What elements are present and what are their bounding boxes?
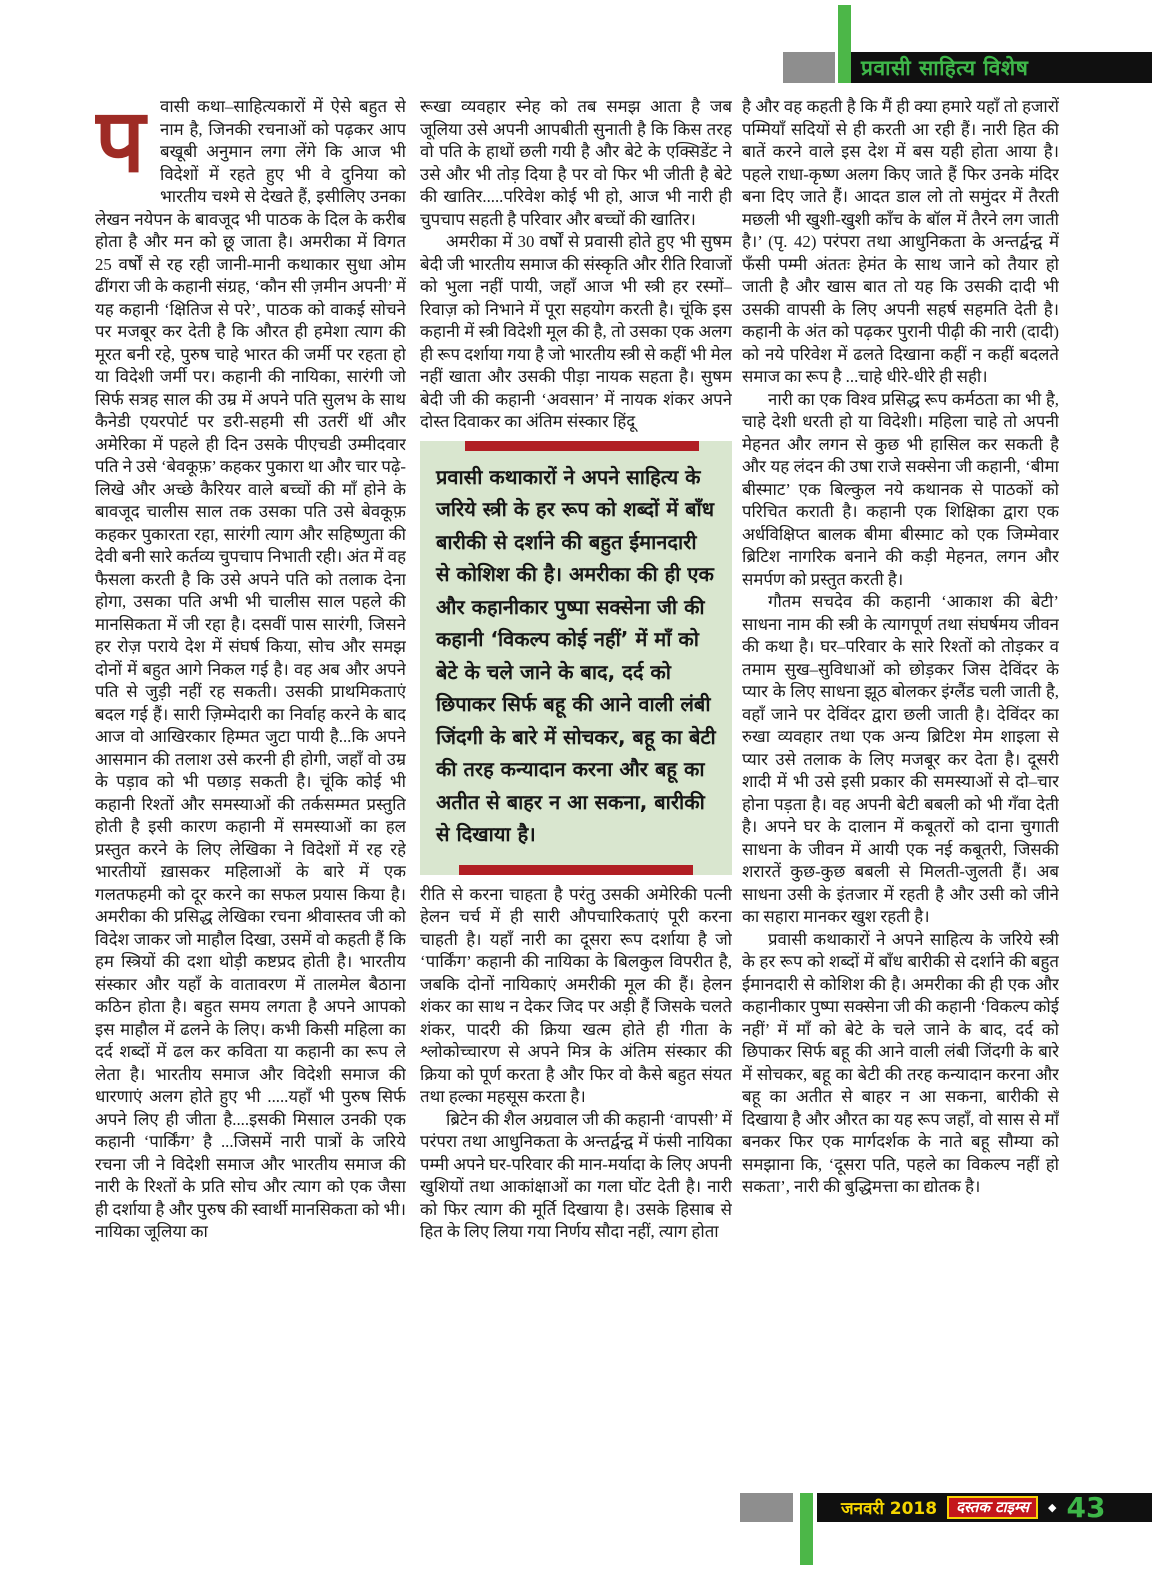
section-title: प्रवासी साहित्य विशेष xyxy=(861,55,1029,80)
pull-quote-box xyxy=(420,441,732,875)
column-3 xyxy=(742,96,1059,1502)
body-paragraph: रूखा व्यवहार स्नेह को तब समझ आता है जब जूलिया उसे अपनी आपबीती सुनाती है कि किस तरह वो पति के हाथों छली गयी है और बेटे के एक्सिडेंट ने उसे और भी तोड़ दिया है पर वो फिर भी जीती है बेटे की खातिर.....परिवेश कोई भी हो, आज भी नारी ही चुपचाप सहती है परिवार और बच्चों की खातिर। xyxy=(420,97,732,229)
pull-quote-top-rule xyxy=(465,441,699,451)
body-paragraph: गौतम सचदेव की कहानी ‘आकाश की बेटी’ साधना नाम की स्त्री के त्यागपूर्ण तथा संघर्षमय जीवन की कथा है। घर–परिवार के सारे रिश्तों को तोड़कर व तमाम सुख–सुविधाओं को छोड़कर जिस देविंदर के प्यार के लिए साधना झूठ बोलकर इंग्लैंड चली जाती है, वहाँ जाने पर देविंदर द्वारा छली जाती है। देविंदर का रुखा व्यवहार तथा एक अन्य ब्रिटिश मेम शाइला से प्यार उसे तलाक के लिए मजबूर कर देता है। दूसरी शादी में भी उसे इसी प्रकार की समस्याओं से दो–चार होना पड़ता है। वह अपनी बेटी बबली को भी गँवा देती है। अपने घर के दालान में कबूतरों को दाना चुगाती साधना के जीवन में आयी एक नई कबूतरी, जिसकी शरारतें कुछ-कुछ बबली से मिलती-जुलती हैं। अब साधना उसी के इंतजार में रहती है और उसी को जीने का सहारा मानकर खुश रहती है। xyxy=(742,592,1059,926)
body-paragraph: नारी का एक विश्व प्रसिद्ध रूप कर्मठता का भी है, चाहे देशी धरती हो या विदेशी। महिला चाहे तो अपनी मेहनत और लगन से कुछ भी हासिल कर सकती है और यह लंदन की उषा राजे सक्सेना जी कहानी, ‘बीमा बीस्माट’ एक बिल्कुल नये कथानक से पाठकों को परिचित कराती है। कहानी एक शिक्षिका द्वारा एक अर्धविक्षिप्त बालक बीमा बीस्माट को एक जिम्मेवार ब्रिटिश नागरिक बनाने की कड़ी मेहनत, लगन और समर्पण को प्रस्तुत करती है। xyxy=(742,389,1059,589)
body-paragraph xyxy=(95,96,406,1244)
footer-gray-block xyxy=(740,1493,793,1522)
paragraph-text: वासी कथा–साहित्यकारों में ऐसे बहुत से नाम है, जिनकी रचनाओं को पढ़कर आप बखूबी अनुमान लगा लेंगे कि आज भी विदेशों में रहते हुए भी वे दुनिया को भारतीय चश्मे से देखते हैं, इसीलिए उनका लेखन नयेपन के बावजूद भी पाठक के दिल के करीब होता है और मन को छू जाता है। अमरीका में विगत 25 वर्षों से रह रही जानी-मानी कथाकार सुधा ओम ढींगरा जी के कहानी संग्रह, ‘कौन सी ज़मीन अपनी’ में यह कहानी ‘क्षितिज से परे’, पाठक को वाकई सोचने पर मजबूर कर देती है कि औरत ही हमेशा त्याग की मूरत बनी रहे, पुरुष चाहे भारत की जर्मी पर रहता हो या विदेशी जर्मी पर। कहानी की नायिका, सारंगी जो सिर्फ सत्रह साल की उम्र में अपने पति सुलभ के साथ कैनेडी एयरपोर्ट पर डरी-सहमी सी उतरीं थीं और अमेरिका में पहले ही दिन उसके पीएचडी उम्मीदवार पति ने उसे ‘बेवकूफ़’ कहकर पुकारा था और चार पढ़े-लिखे और अच्छे कैरियर वाले बच्चों की माँ होने के बावजूद चालीस साल तक उसका पति उसे बेवकूफ़ कहकर पुकारता रहा, सारंगी त्याग और सहिष्णुता की देवी बनी सारे कर्तव्य चुपचाप निभाती रही। अंत में वह फैसला करती है कि उसे अपने पति को तलाक देना होगा, उसका पति अभी भी चालीस साल पहले की मानसिकता में जी रहा है। दसवीं पास सारंगी, जिसने हर रोज़ पराये देश में संघर्ष किया, सोच और समझ दोनों में बहुत आगे निकल गई है। वह अब और अपने पति से जुड़ी नहीं रह सकती। उसकी प्राथमिकताएं बदल गई हैं। सारी ज़िम्मेदारी का निर्वाह करने के बाद आज वो आखिरकार हिम्मत जुटा पायी है...कि अपने आसमान की तलाश उसे करनी ही होगी, जहाँ वो उम्र के पड़ाव को भी पछाड़ सकती है। चूंकि कोई भी कहानी रिश्तों और समस्याओं की तर्कसम्मत प्रस्तुति होती है इसी कारण कहानी में समस्याओं का हल प्रस्तुत करने के लिए लेखिका ने विदेशों में रह रहे भारतीयों ख़ासकर महिलाओं के बारे में एक गलतफहमी को दूर करने का सफल प्रयास किया है। अमरीका की प्रसिद्ध लेखिका रचना श्रीवास्तव जी को विदेश जाकर जो माहौल दिखा, उसमें वो कहती हैं कि हम स्त्रियों की दशा थोड़ी कष्टप्रद होती है। भारतीय संस्कार और यहाँ के वातावरण में तालमेल बैठाना कठिन होता है। बहुत समय लगता है अपने आपको इस माहौल में ढलने के लिए। कभी किसी महिला का दर्द शब्दों में ढल कर कविता या कहानी का रूप ले लेता है। भारतीय समाज और विदेशी समाज की धारणाएं अलग होते हुए भी .....यहाँ भी पुरुष सिर्फ अपने लिए ही जीता है....इसकी मिसाल उनकी एक कहानी ‘पार्किंग’ है ...जिसमें नारी पात्रों के जरिये रचना जी ने विदेशी समाज और भारतीय समाज की नारी के रिश्तों के प्रति सोच और त्याग को एक जैसा ही दर्शाया है और पुरुष की स्वार्थी मानसिकता को भी। नायिका जूलिया का xyxy=(95,97,406,1241)
pull-quote-text: प्रवासी कथाकारों ने अपने साहित्य के जरिये स्त्री के हर रूप को शब्दों में बाँध बारीकी से दर्शाने की बहुत ईमानदारी से कोशिश की है। अमरीका की ही एक और कहानीकार पुष्पा सक्सेना जी की कहानी ‘विकल्प कोई नहीं’ में माँ को बेटे के चले जाने के बाद, दर्द को छिपाकर सिर्फ बहू की आने वाली लंबी जिंदगी के बारे में सोचकर, बहू का बेटी की तरह कन्यादान करना और बहू का अतीत से बाहर न आ सकना, बारीकी से दिखाया है। xyxy=(436,464,716,846)
footer-green-bar xyxy=(800,1493,813,1565)
diamond-icon: ◆ xyxy=(1048,1501,1057,1514)
footer-bar xyxy=(817,1490,1152,1524)
page-number: 43 xyxy=(1066,1490,1106,1524)
body-paragraph: ब्रिटेन की शैल अग्रवाल जी की कहानी ‘वापसी’ में परंपरा तथा आधुनिकता के अन्तर्द्वन्द्व में फंसी नायिका पम्मी अपने घर-परिवार की मान-मर्यादा के लिए अपनी खुशियों तथा आकांक्षाओं का गला घोंट देती है। नारी को फिर त्याग की मूर्ति दिखाया है। उसके हिसाब से हित के लिए लिया गया निर्णय सौदा नहीं, त्याग होता xyxy=(420,1109,732,1241)
header-green-bar xyxy=(838,5,851,83)
magazine-logo: दस्तक टाइम्स xyxy=(947,1496,1038,1519)
column-1 xyxy=(95,96,406,1502)
drop-cap: प xyxy=(95,96,145,192)
body-paragraph: रीति से करना चाहता है परंतु उसकी अमेरिकी पत्नी हेलन चर्च में ही सारी औपचारिकताएं पूरी करना चाहती है। यहाँ नारी का दूसरा रूप दर्शाया है जो ‘पार्किंग’ कहानी की नायिका के बिलकुल विपरीत है, जबकि दोनों नायिकाएं अमरीकी मूल की हैं। हेलन शंकर का साथ न देकर जिद पर अड़ी हैं जिसके चलते शंकर, पादरी की क्रिया खत्म होते ही गीता के श्लोकोच्चारण से अपने मित्र के अंतिम संस्कार की क्रिया को पूर्ण करता है और फिर वो कैसे बहुत संयत तथा हल्का महसूस करता है। xyxy=(420,884,732,1106)
body-paragraph: है और वह कहती है कि मैं ही क्या हमारे यहाँ तो हजारों पम्मियाँ सदियों से ही करती आ रही हैं। नारी हित की बातें करने वाले इस देश में बस यही होता आया है। पहले राधा-कृष्ण अलग किए जाते हैं फिर उनके मंदिर बना दिए जाते हैं। आदत डाल लो तो समुंदर में तैरती मछली भी खुशी-खुशी काँच के बॉल में तैरने लग जाती है।’ (पृ. 42) परंपरा तथा आधुनिकता के अन्तर्द्वन्द्व में फँसी पम्मी अंततः हेमंत के साथ जाने को तैयार हो जाती है और खास बात तो यह कि उसकी दादी भी उसकी वापसी के लिए अपनी सहर्ष सहमति देती है। कहानी के अंत को पढ़कर पुरानी पीढ़ी की नारी (दादी) को नये परिवेश में ढलते दिखाना कहीं न कहीं बदलते समाज का रूप है ...चाहे धीरे-धीरे ही सही। xyxy=(742,97,1059,386)
footer-date: जनवरी 2018 xyxy=(841,1499,938,1519)
header-gray-block xyxy=(783,52,835,83)
column-2 xyxy=(420,96,732,1502)
pull-quote-bottom-rule xyxy=(459,865,693,875)
body-paragraph: प्रवासी कथाकारों ने अपने साहित्य के जरिये स्त्री के हर रूप को शब्दों में बाँध बारीकी से दर्शाने की बहुत ईमानदारी से कोशिश की है। अमरीका की ही एक और कहानीकार पुष्पा सक्सेना जी की कहानी ‘विकल्प कोई नहीं’ में माँ को बेटे के चले जाने के बाद, दर्द को छिपाकर सिर्फ बहू की आने वाली लंबी जिंदगी के बारे में सोचकर, बहू का बेटी की तरह कन्यादान करना और बहू का अतीत से बाहर न आ सकना, बारीकी से दिखाया है और औरत का यह रूप जहाँ, वो सास से माँ बनकर फिर एक मार्गदर्शक के नाते बहू सौम्या को समझाना कि, ‘दूसरा पति, पहले का विकल्प नहीं हो सकता’, नारी की बुद्धिमत्ता का द्योतक है। xyxy=(742,929,1059,1196)
body-paragraph: अमरीका में 30 वर्षों से प्रवासी होते हुए भी सुषम बेदी जी भारतीय समाज की संस्कृति और रीति रिवाजों को भुला नहीं पायी, जहाँ आज भी स्त्री हर रस्मों–रिवाज़ को निभाने में पूरा सहयोग करती है। चूंकि इस कहानी में स्त्री विदेशी मूल की है, तो उसका एक अलग ही रूप दर्शाया गया है जो भारतीय स्त्री से कहीं भी मेल नहीं खाता और उसकी पीड़ा नायक सहता है। सुषम बेदी जी की कहानी ‘अवसान’ में नायक शंकर अपने दोस्त दिवाकर का अंतिम संस्कार हिंदू xyxy=(420,232,732,431)
header-title-bar xyxy=(851,52,1152,83)
